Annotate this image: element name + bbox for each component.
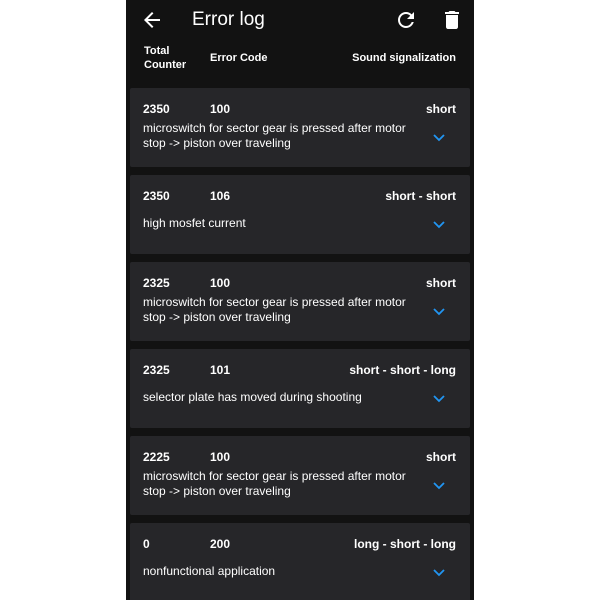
expand-button[interactable] [432, 304, 446, 314]
page-title: Error log [192, 9, 265, 30]
chevron-down-icon [432, 481, 446, 491]
chevron-down-icon [432, 394, 446, 404]
column-code: Error Code [210, 52, 268, 64]
error-description: microswitch for sector gear is pressed after motor stop -> piston over traveling [143, 469, 406, 498]
error-list [130, 88, 470, 600]
error-card[interactable] [130, 436, 470, 515]
error-card[interactable] [130, 262, 470, 341]
chevron-down-icon [432, 133, 446, 143]
refresh-icon [394, 8, 418, 32]
refresh-button[interactable] [394, 8, 418, 32]
error-counter: 2225 [143, 450, 170, 464]
arrow-back-icon [140, 8, 164, 32]
error-code: 106 [210, 189, 231, 203]
error-card[interactable] [130, 349, 470, 428]
app-screen [126, 0, 474, 600]
column-counter: Total Counter [144, 45, 187, 71]
chevron-down-icon [432, 568, 446, 578]
back-button[interactable] [140, 8, 164, 32]
expand-button[interactable] [432, 217, 446, 227]
error-counter: 2350 [143, 189, 170, 203]
error-sound: short [426, 102, 456, 116]
error-code: 100 [210, 102, 231, 116]
error-counter: 2325 [143, 276, 170, 290]
error-description: high mosfet current [143, 216, 246, 230]
error-card[interactable] [130, 523, 470, 600]
error-card[interactable] [130, 88, 470, 167]
error-code: 101 [210, 363, 231, 377]
trash-icon [440, 8, 464, 32]
delete-button[interactable] [440, 8, 464, 32]
error-sound: short - short - long [349, 363, 456, 377]
error-description: nonfunctional application [143, 564, 276, 578]
error-sound: short - short [385, 189, 456, 203]
error-counter: 2350 [143, 102, 170, 116]
error-sound: long - short - long [354, 537, 456, 551]
error-sound: short [426, 276, 456, 290]
chevron-down-icon [432, 220, 446, 230]
error-sound: short [426, 450, 456, 464]
expand-button[interactable] [432, 391, 446, 401]
error-description: selector plate has moved during shooting [143, 390, 362, 404]
column-header [126, 44, 474, 80]
error-counter: 0 [143, 537, 150, 551]
error-description: microswitch for sector gear is pressed after motor stop -> piston over traveling [143, 295, 406, 324]
error-description: microswitch for sector gear is pressed after motor stop -> piston over traveling [143, 121, 406, 150]
expand-button[interactable] [432, 565, 446, 575]
error-code: 100 [210, 276, 231, 290]
error-code: 100 [210, 450, 231, 464]
toolbar [126, 0, 474, 40]
expand-button[interactable] [432, 478, 446, 488]
chevron-down-icon [432, 307, 446, 317]
column-sound: Sound signalization [352, 52, 456, 64]
error-card[interactable] [130, 175, 470, 254]
expand-button[interactable] [432, 130, 446, 140]
error-counter: 2325 [143, 363, 170, 377]
error-code: 200 [210, 537, 231, 551]
